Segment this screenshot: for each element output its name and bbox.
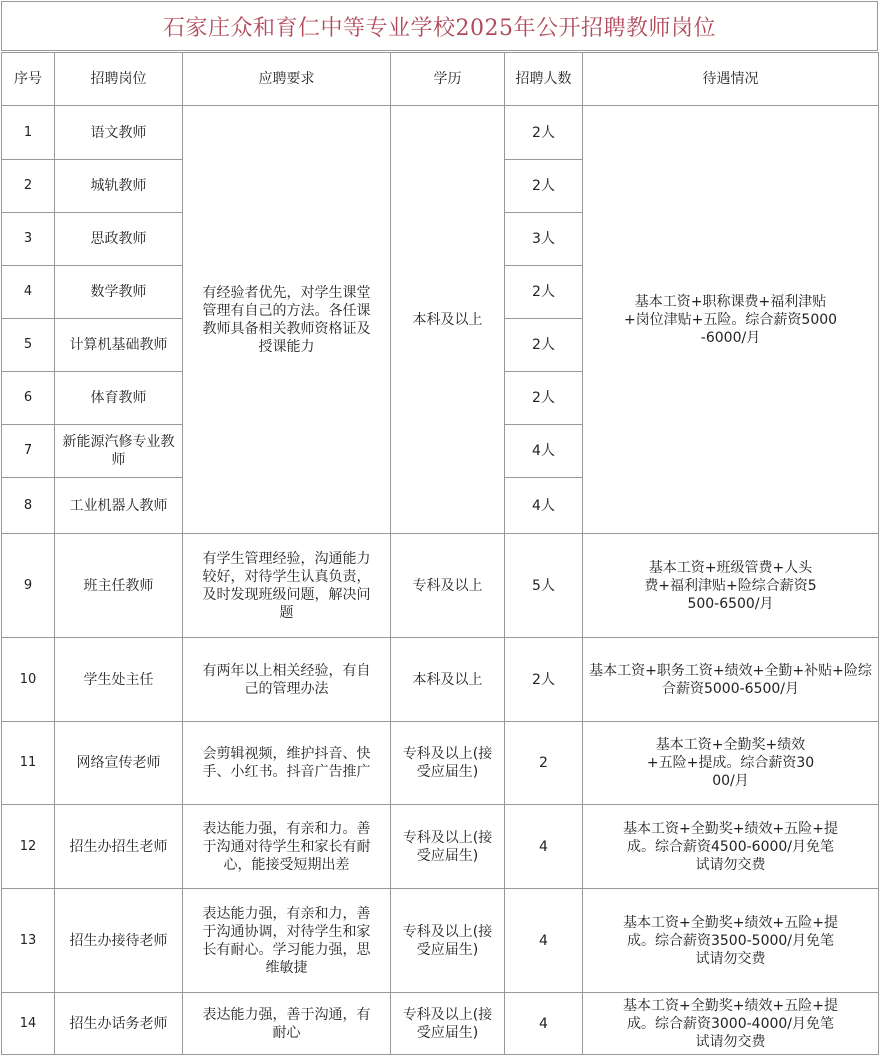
table-row <box>2 889 879 993</box>
row-no: 8 <box>2 478 55 534</box>
table-row <box>2 993 879 1055</box>
row-position: 工业机器人教师 <box>55 478 183 534</box>
row-requirement: 表达能力强，有亲和力，善于沟通协调，对待学生和家长有耐心。学习能力强，思维敏捷 <box>183 889 391 993</box>
row-benefits: 基本工资+全勤奖+绩效+五险+提成。综合薪资3000-4000/月免笔试请勿交费 <box>583 993 879 1055</box>
row-position: 招生办接待老师 <box>55 889 183 993</box>
header-count: 招聘人数 <box>505 53 583 106</box>
row-education: 专科及以上(接受应届生) <box>391 722 505 805</box>
row-count: 5人 <box>505 534 583 638</box>
row-count: 4人 <box>505 425 583 478</box>
table-row <box>2 722 879 805</box>
row-no: 6 <box>2 372 55 425</box>
row-position: 班主任教师 <box>55 534 183 638</box>
row-count: 2人 <box>505 372 583 425</box>
row-position: 网络宣传老师 <box>55 722 183 805</box>
row-education: 专科及以上(接受应届生) <box>391 805 505 889</box>
row-position: 计算机基础教师 <box>55 319 183 372</box>
row-position: 新能源汽修专业教师 <box>55 425 183 478</box>
row-position: 体育教师 <box>55 372 183 425</box>
row-count: 2人 <box>505 160 583 213</box>
header-requirement: 应聘要求 <box>183 53 391 106</box>
row-count: 2人 <box>505 106 583 160</box>
row-count: 3人 <box>505 213 583 266</box>
row-position: 招生办话务老师 <box>55 993 183 1055</box>
row-benefits: 基本工资+职务工资+绩效+全勤+补贴+险综合薪资5000-6500/月 <box>583 638 879 722</box>
row-requirement: 有学生管理经验，沟通能力较好，对待学生认真负责，及时发现班级问题，解决问题 <box>183 534 391 638</box>
header-no: 序号 <box>2 53 55 106</box>
row-no: 14 <box>2 993 55 1055</box>
row-benefits: 基本工资+全勤奖+绩效+五险+提成。综合薪资4500-6000/月免笔试请勿交费 <box>583 805 879 889</box>
row-education: 专科及以上(接受应届生) <box>391 993 505 1055</box>
row-no: 4 <box>2 266 55 319</box>
row-count: 2人 <box>505 319 583 372</box>
row-requirement: 有经验者优先，对学生课堂管理有自己的方法。各任课教师具备相关教师资格证及授课能力 <box>183 106 391 534</box>
row-count: 2 <box>505 722 583 805</box>
page-title: 石家庄众和育仁中等专业学校2025年公开招聘教师岗位 <box>1 1 878 51</box>
row-no: 5 <box>2 319 55 372</box>
row-position: 学生处主任 <box>55 638 183 722</box>
row-position: 数学教师 <box>55 266 183 319</box>
row-no: 10 <box>2 638 55 722</box>
table-row <box>2 534 879 638</box>
header-position: 招聘岗位 <box>55 53 183 106</box>
row-requirement: 表达能力强，善于沟通，有耐心 <box>183 993 391 1055</box>
row-position: 思政教师 <box>55 213 183 266</box>
row-education: 专科及以上(接受应届生) <box>391 889 505 993</box>
row-education: 专科及以上 <box>391 534 505 638</box>
row-benefits: 基本工资+班级管费+人头费+福利津贴+险综合薪资5500-6500/月 <box>583 534 879 638</box>
row-count: 4 <box>505 805 583 889</box>
row-requirement: 会剪辑视频，维护抖音、快手、小红书。抖音广告推广 <box>183 722 391 805</box>
table-row <box>2 805 879 889</box>
row-count: 4 <box>505 993 583 1055</box>
row-position: 语文教师 <box>55 106 183 160</box>
row-count: 4人 <box>505 478 583 534</box>
row-no: 7 <box>2 425 55 478</box>
row-count: 2人 <box>505 266 583 319</box>
row-education: 本科及以上 <box>391 106 505 534</box>
row-benefits: 基本工资+全勤奖+绩效+五险+提成。综合薪资3500-5000/月免笔试请勿交费 <box>583 889 879 993</box>
header-benefits: 待遇情况 <box>583 53 879 106</box>
row-no: 11 <box>2 722 55 805</box>
row-count: 4 <box>505 889 583 993</box>
row-no: 13 <box>2 889 55 993</box>
row-position: 城轨教师 <box>55 160 183 213</box>
row-benefits: 基本工资+全勤奖+绩效+五险+提成。综合薪资3000/月 <box>583 722 879 805</box>
row-count: 2人 <box>505 638 583 722</box>
row-benefits: 基本工资+职称课费+福利津贴+岗位津贴+五险。综合薪资5000-6000/月 <box>583 106 879 534</box>
table-row <box>2 638 879 722</box>
row-no: 3 <box>2 213 55 266</box>
job-table <box>1 52 879 1055</box>
row-no: 2 <box>2 160 55 213</box>
header-row <box>2 53 879 106</box>
row-position: 招生办招生老师 <box>55 805 183 889</box>
row-no: 1 <box>2 106 55 160</box>
table-row <box>2 106 879 160</box>
row-requirement: 表达能力强，有亲和力。善于沟通对待学生和家长有耐心，能接受短期出差 <box>183 805 391 889</box>
row-no: 9 <box>2 534 55 638</box>
row-education: 本科及以上 <box>391 638 505 722</box>
row-requirement: 有两年以上相关经验，有自己的管理办法 <box>183 638 391 722</box>
header-education: 学历 <box>391 53 505 106</box>
row-no: 12 <box>2 805 55 889</box>
